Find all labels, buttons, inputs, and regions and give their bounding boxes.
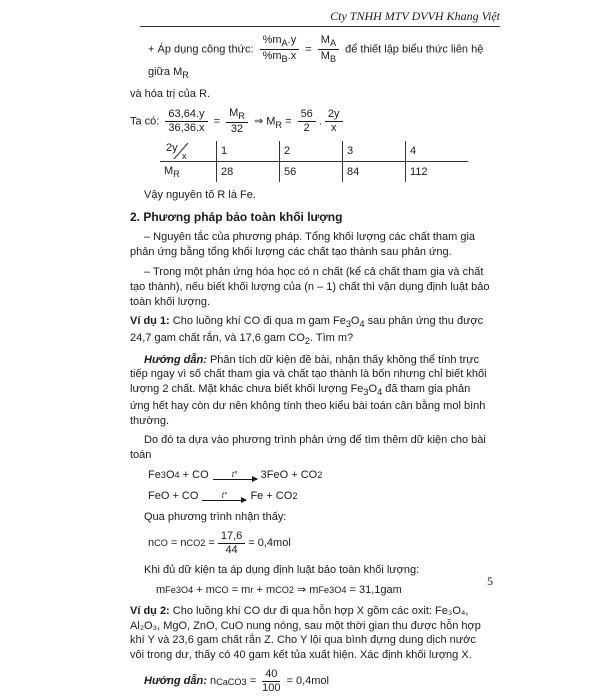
formula-after: để thiết lập biểu thức liên hệ giữa M (148, 43, 484, 79)
formula-right-fraction: $\frac{M_A}{M_B}$ (318, 34, 339, 65)
reaction-1: Fe 3 O 4 + CO t° 3FeO + CO 2 (148, 469, 323, 482)
table-cell: 4 (406, 141, 469, 162)
table-row (160, 162, 468, 183)
formula-line: + Áp dụng công thức: $\frac{\%m_A.y}{\%m_B.x}$ = $\frac{M_A}{M_B}$ để thiết lập biểu thức liên hệ giữa $M_R$ (148, 34, 484, 81)
reaction-2: FeO + CO t° Fe + CO 2 (148, 490, 298, 502)
reaction-arrow-icon: t° (213, 471, 257, 480)
paragraph-application: – Trong một phản ứng hóa học có n chất (kể cả chất tham gia và chất tạo thành), nếu biết khối lượng của (n – 1) chất thì vận dụng định luật bảo toàn khối lượng. (130, 265, 490, 308)
mass-equation: m Fe3O4 + m CO = m r + m CO2 ⇒ m Fe3O4 = 31,1gam (156, 583, 402, 596)
guide-1: Hướng dẫn: Phân tích dữ kiện đề bài, nhận thấy không thể tính trực tiếp ngay vì số chất tham gia và chất tạo thành là bốn nhưng chỉ biết khối lượng 2 chất. Mặt khác chưa biết khối lượng $Fe_3O_4$ đã tham gia phản ứng hết hay còn dư nên không tính theo kiểu bài toán cân bằng mol bình thường. (130, 353, 487, 427)
formula-left-fraction: $\frac{\%m_A.y}{\%m_B.x}$ (260, 34, 300, 65)
page-header: Cty TNHH MTV DVVH Khang Việt (140, 8, 500, 27)
diagonal-divider (160, 141, 210, 161)
formula-line2: và hóa trị của R. (130, 87, 211, 100)
table-row-label: $M_R$ (160, 162, 217, 183)
guide-1-p2: Do đó ta dựa vào phương trình phản ứng để tìm thêm dữ kiện cho bài toán (130, 434, 486, 462)
table-cell: 2 (280, 141, 343, 162)
apply-law: Khi đủ dữ kiện ta áp dụng định luật bảo toàn khối lượng: (144, 564, 420, 577)
page-number: 5 (487, 573, 493, 588)
table-cell: 56 (280, 162, 343, 183)
reaction-arrow-icon: t° (202, 492, 246, 501)
table-cell: 28 (217, 162, 280, 183)
table-cell: 84 (343, 162, 406, 183)
paragraph-principle: – Nguyên tắc của phương pháp. Tổng khối lượng các chất tham gia phản ứng bằng tổng khối lượng các chất tạo thành sau phản ứng. (130, 231, 476, 259)
guide-2: Hướng dẫn: n CaCO3 = $\frac{40}{100}$ = 0,4mol (144, 668, 329, 695)
table-cell: 112 (406, 162, 469, 183)
example-1: Ví dụ 1: Cho luồng khí CO đi qua m gam $Fe_3O_4$ sau phản ứng thu được 24,7 gam chất rắn, và 17,6 gam $CO_2$. Tìm m? (130, 315, 484, 347)
valence-table (160, 141, 468, 182)
table-head-cell: 2y x (160, 141, 217, 162)
conclusion: Vậy nguyên tố R là Fe. (144, 189, 256, 202)
table-row (160, 141, 468, 162)
page-content (130, 34, 492, 696)
table-cell: 3 (343, 141, 406, 162)
mol-equation: n CO = n CO2 = $\frac{17,6}{44}$ = 0,4mol (148, 529, 291, 556)
observation: Qua phương trình nhận thấy: (144, 510, 287, 523)
section-title: 2. Phương pháp bảo toàn khối lượng (130, 210, 343, 224)
example-2: Ví dụ 2: Cho luồng khí CO dư đi qua hỗn hợp X gồm các oxit: Fe₃O₄, Al₂O₃, MgO, ZnO, CuO nung nóng, sau một thời gian thu được hỗn hợp khí Y và 23,6 gam chất rắn Z. Cho Y lội qua bình đựng dung dịch nước vôi trong dư, thấy có 40 gam kết tủa xuất hiện. Xác định khối lượng X. (130, 604, 481, 662)
ta-co-line: Ta có: $\frac{63,64.y}{36,36.x}$ = $\frac{M_R}{32}$ ⇒ $M_R$ = $\frac{56}{2}$ . $\frac{2y}{x}$ (130, 107, 492, 136)
table-cell: 1 (217, 141, 280, 162)
formula-intro: + Áp dụng công thức: (148, 43, 254, 56)
